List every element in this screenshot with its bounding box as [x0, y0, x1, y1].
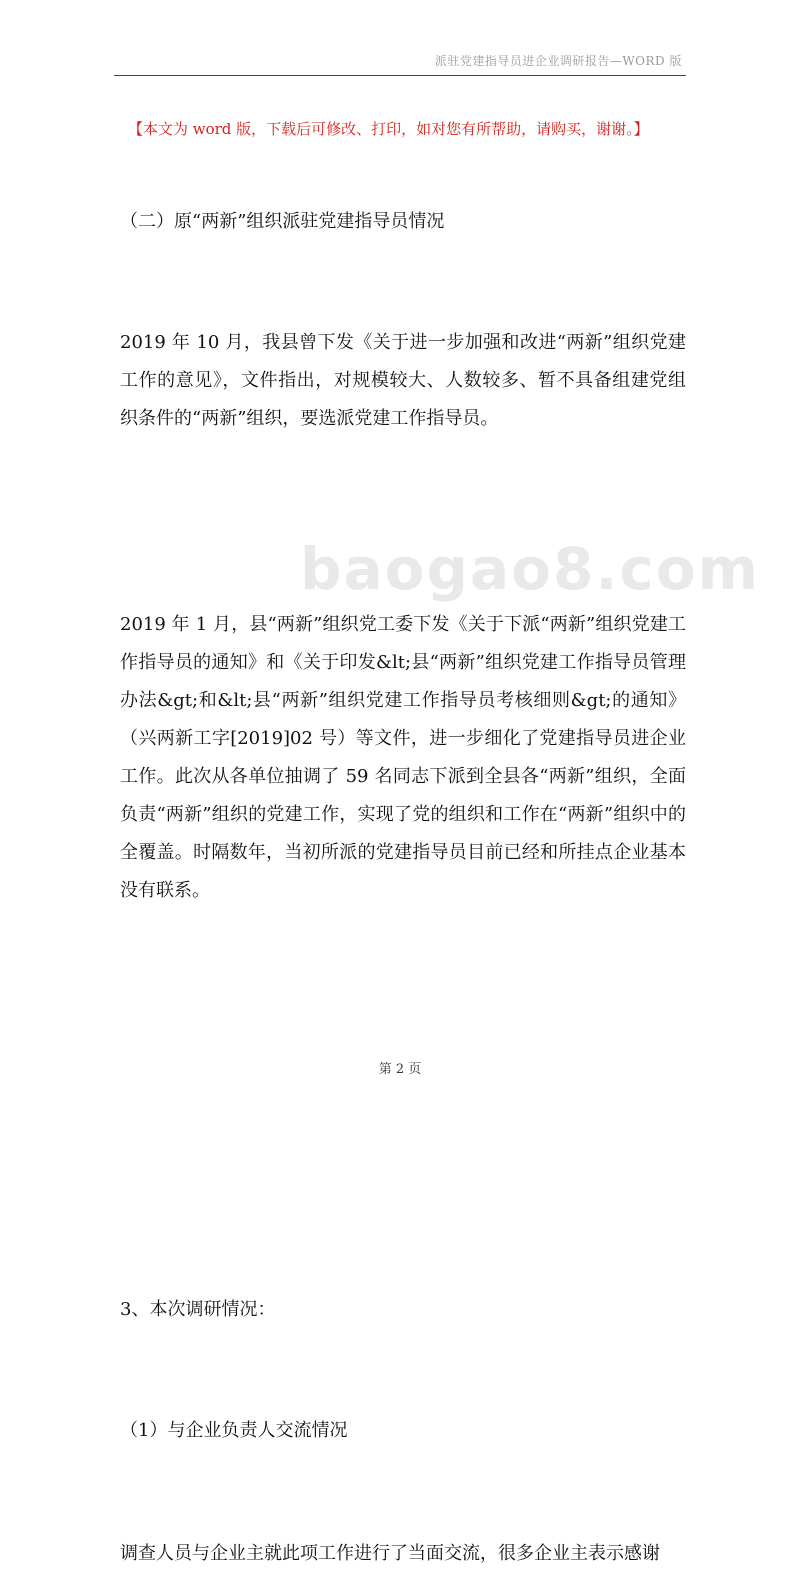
paragraph-text: 调查人员与企业主就此项工作进行了当面交流，很多企业主表示感谢 [120, 1543, 660, 1564]
purchase-notice: 【本文为 word 版，下载后可修改、打印，如对您有所帮助，请购买，谢谢。】 [128, 120, 649, 138]
watermark: baogao8.com [300, 535, 761, 603]
header-divider [114, 75, 686, 76]
page-number: 第 2 页 [378, 1062, 422, 1077]
paragraph-text: 2019 年 10 月，我县曾下发《关于进一步加强和改进“两新”组织党建工作的意见》，文件指出，对规模较大、人数较多、暂不具备组建党组织条件的“两新”组织，要选派党建工作指导员。 [120, 332, 686, 429]
paragraph-1 [120, 324, 686, 438]
heading-text: 3、本次调研情况： [120, 1299, 276, 1320]
page-header-title: 派驻党建指导员进企业调研报告—WORD 版 [434, 54, 682, 68]
section-heading-2 [120, 203, 686, 241]
paragraph-2 [120, 606, 686, 910]
section-heading-3-1 [120, 1412, 686, 1450]
paragraph-text: 2019 年 1 月，县“两新”组织党工委下发《关于下派“两新”组织党建工作指导员的通知》和《关于印发&lt;县“两新”组织党建工作指导员管理办法&gt;和&lt;县“两新”组织党建工作指导员考核细则&gt;的通知》（兴两新工字[2019]02 号）等文件，进一步细化了党建指导员进企业工作。此次从各单位抽调了 59 名同志下派到全县各“两新”组织，全面负责“两新”组织的党建工作，实现了党的组织和工作在“两新”组织中的全覆盖。时隔数年，当初所派的党建指导员目前已经和所挂点企业基本没有联系。 [120, 614, 686, 901]
paragraph-3 [120, 1535, 686, 1573]
heading-text: （二）原“两新”组织派驻党建指导员情况 [120, 211, 445, 232]
heading-text: （1）与企业负责人交流情况 [120, 1420, 348, 1441]
section-heading-3 [120, 1291, 686, 1329]
